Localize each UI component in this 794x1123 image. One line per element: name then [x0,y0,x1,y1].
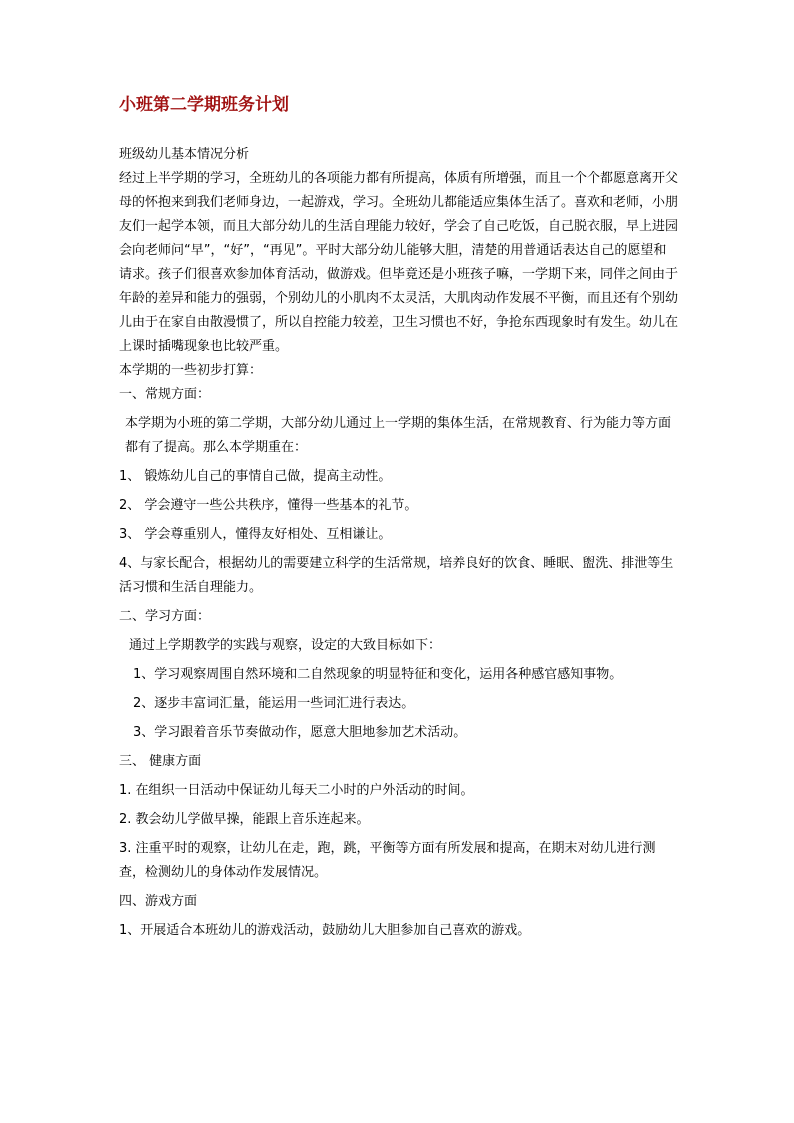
document-title: 小班第二学期班务计划 [119,95,289,115]
section-heading-health: 三、 健康方面 [119,754,202,769]
paragraph-plans-intro: 本学期的一些初步打算： [119,363,263,378]
list-item-learning-3: 3、学习跟着音乐节奏做动作，愿意大胆地参加艺术活动。 [133,725,467,740]
section-heading-learning: 二、学习方面： [119,609,211,624]
list-item-health-1: 1. 在组织一日活动中保证幼儿每天二小时的户外活动的时间。 [119,783,474,798]
section-heading-games: 四、游戏方面 [119,894,198,909]
paragraph-learning-intro: 通过上学期教学的实践与观察，设定的大致目标如下： [129,638,442,653]
list-item-routine-2: 2、 学会遵守一些公共秩序，懂得一些基本的礼节。 [119,498,418,513]
list-item-learning-2: 2、逐步丰富词汇量，能运用一些词汇进行表达。 [133,696,415,711]
list-item-games-1: 1、开展适合本班幼儿的游戏活动，鼓励幼儿大胆参加自己喜欢的游戏。 [119,923,531,938]
section-heading-routine: 一、常规方面： [119,387,211,402]
section-heading-class-analysis: 班级幼儿基本情况分析 [119,147,250,162]
list-item-routine-4: 4、与家长配合，根据幼儿的需要建立科学的生活常规，培养良好的饮食、睡眠、盥洗、排泄等生活习惯和生活自理能力。 [119,556,674,595]
paragraph-routine-intro: 本学期为小班的第二学期，大部分幼儿通过上一学期的集体生活，在常规教育、行为能力等方面都有了提高。那么本学期重在： [125,416,672,455]
paragraph-class-analysis: 经过上半学期的学习，全班幼儿的各项能力都有所提高，体质有所增强，而且一个个都愿意离开父母的怀抱来到我们老师身边，一起游戏，学习。全班幼儿都能适应集体生活了。喜欢和老师，小朋友们一起学本领，而且大部分幼儿的生活自理能力较好，学会了自己吃饭，自己脱衣服，早上进园会向老师问“早”，“好”，“再见”。平时大部分幼儿能够大胆，清楚的用普通话表达自己的愿望和请求。孩子们很喜欢参加体育活动，做游戏。但毕竟还是小班孩子嘛，一学期下来，同伴之间由于年龄的差异和能力的强弱，个别幼儿的小肌肉不太灵活，大肌肉动作发展不平衡，而且还有个别幼儿由于在家自由散漫惯了，所以自控能力较差，卫生习惯也不好，争抢东西现象时有发生。幼儿在上课时插嘴现象也比较严重。 [119,171,679,354]
list-item-health-2: 2. 教会幼儿学做早操，能跟上音乐连起来。 [119,812,370,827]
document-body [119,143,679,948]
list-item-health-3: 3. 注重平时的观察，让幼儿在走，跑，跳，平衡等方面有所发展和提高，在期末对幼儿进行测查，检测幼儿的身体动作发展情况。 [119,841,656,880]
list-item-learning-1: 1、学习观察周围自然环境和二自然现象的明显特征和变化，运用各种感官感知事物。 [133,667,623,682]
list-item-routine-3: 3、 学会尊重别人，懂得友好相处、互相谦让。 [119,527,392,542]
list-item-routine-1: 1、 锻炼幼儿自己的事情自己做，提高主动性。 [119,469,392,484]
